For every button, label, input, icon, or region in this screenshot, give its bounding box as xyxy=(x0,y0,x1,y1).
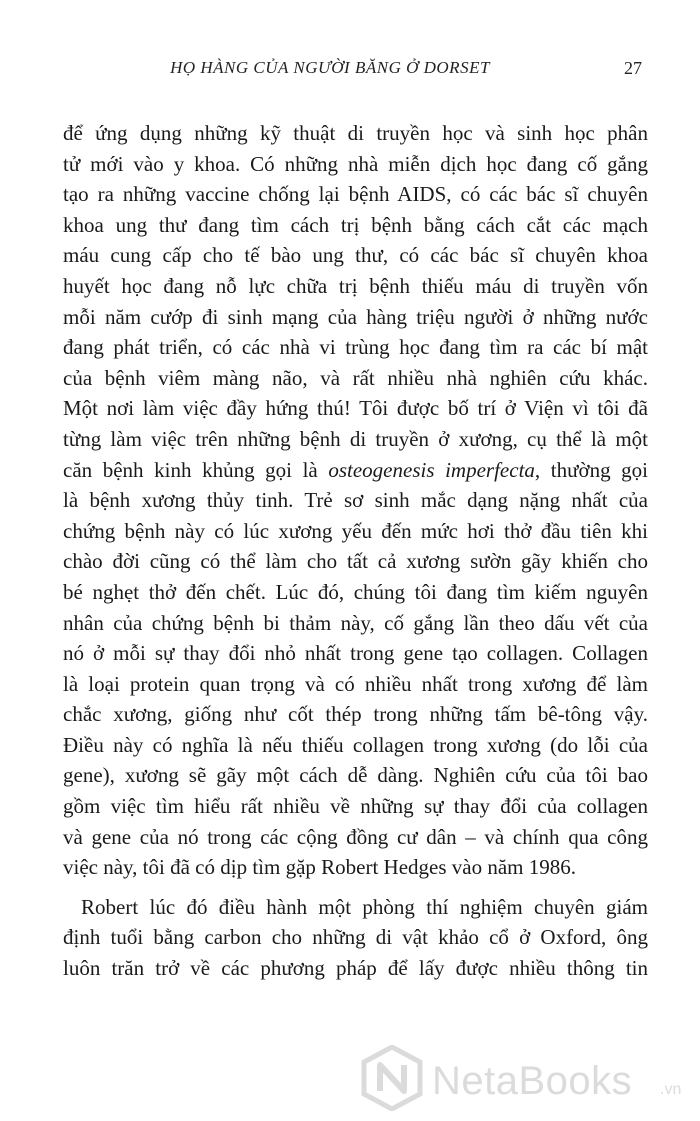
text-line: việc này, tôi đã có dịp tìm gặp Robert Hedges vào năm 1986. xyxy=(63,855,577,880)
text-line: từng làm việc trên những bệnh di truyền ở xương, cụ thể là một xyxy=(63,426,648,451)
text-line: định tuổi bằng carbon cho những di vật khảo cổ ở Oxford, ông xyxy=(63,925,648,950)
text-line: chào đời cũng có thể làm cho tất cả xương sườn gãy khiến cho xyxy=(63,549,648,574)
text-line: mỗi năm cướp đi sinh mạng của hàng triệu người ở những nước xyxy=(63,304,648,329)
text-line: đang phát triển, có các nhà vi trùng học đang tìm ra các bí mật xyxy=(63,335,648,360)
page-number: 27 xyxy=(624,58,642,78)
text-fragment: căn bệnh kinh khủng gọi là xyxy=(63,457,329,482)
text-line: khoa ung thư đang tìm cách trị bệnh bằng cách cắt các mạch xyxy=(63,212,648,237)
running-title: HỌ HÀNG CỦA NGƯỜI BĂNG Ở DORSET xyxy=(170,58,490,77)
text-line: nó ở mỗi sự thay đổi nhỏ nhất trong gene tạo collagen. Collagen xyxy=(63,641,648,666)
text-line-with-italic xyxy=(63,455,648,486)
text-line: huyết học đang nỗ lực chữa trị bệnh thiếu máu di truyền vốn xyxy=(63,273,648,298)
text-line: Robert lúc đó điều hành một phòng thí nghiệm chuyên giám xyxy=(81,894,648,919)
body-text xyxy=(63,118,648,984)
text-line: máu cung cấp cho tế bào ung thư, có các bác sĩ chuyên khoa xyxy=(63,243,648,268)
text-line: Điều này có nghĩa là nếu thiếu collagen trong xương (do lỗi của xyxy=(63,732,648,757)
text-line: là bệnh xương thủy tinh. Trẻ sơ sinh mắc dạng nặng nhất của xyxy=(63,488,648,513)
n-logo-icon xyxy=(360,1045,424,1111)
watermark-suffix: .vn xyxy=(660,1081,682,1098)
text-line: Một nơi làm việc đầy hứng thú! Tôi được bố trí ở Viện vì tôi đã xyxy=(63,396,648,421)
text-line: gồm việc tìm hiểu rất nhiều về những sự thay đổi của collagen xyxy=(63,794,648,819)
text-line: chứng bệnh này có lúc xương yếu đến mức hơi thở đầu tiên khi xyxy=(63,518,648,543)
text-line: chắc xương, giống như cốt thép trong những tấm bê-tông vậy. xyxy=(63,702,648,727)
text-line: tạo ra những vaccine chống lại bệnh AIDS, có các bác sĩ chuyên xyxy=(63,182,648,207)
text-line: gene), xương sẽ gãy một cách dễ dàng. Nghiên cứu của tôi bao xyxy=(63,763,648,788)
text-line: nhân của chứng bệnh bi thảm này, cố gắng lần theo dấu vết của xyxy=(63,610,648,635)
watermark-brand: NetaBooks xyxy=(432,1059,633,1103)
paragraph-gap xyxy=(63,883,648,892)
text-line: bé nghẹt thở đến chết. Lúc đó, chúng tôi đang tìm kiếm nguyên xyxy=(63,579,648,604)
text-line: là loại protein quan trọng và có nhiều nhất trong xương để làm xyxy=(63,671,648,696)
text-line: và gene của nó trong các cộng đồng cư dân – và chính qua công xyxy=(63,824,648,849)
text-line: luôn trăn trở về các phương pháp để lấy được nhiều thông tin xyxy=(63,956,648,981)
watermark xyxy=(360,1045,690,1115)
running-header xyxy=(0,58,700,88)
italic-term: osteogenesis imperfecta xyxy=(328,457,535,482)
text-line: của bệnh viêm màng não, và rất nhiều nhà nghiên cứu khác. xyxy=(63,365,648,390)
text-line: tử mới vào y khoa. Có những nhà miễn dịch học đang cố gắng xyxy=(63,151,648,176)
text-line: để ứng dụng những kỹ thuật di truyền học và sinh học phân xyxy=(63,121,648,145)
text-fragment: , thường gọi xyxy=(534,457,648,482)
